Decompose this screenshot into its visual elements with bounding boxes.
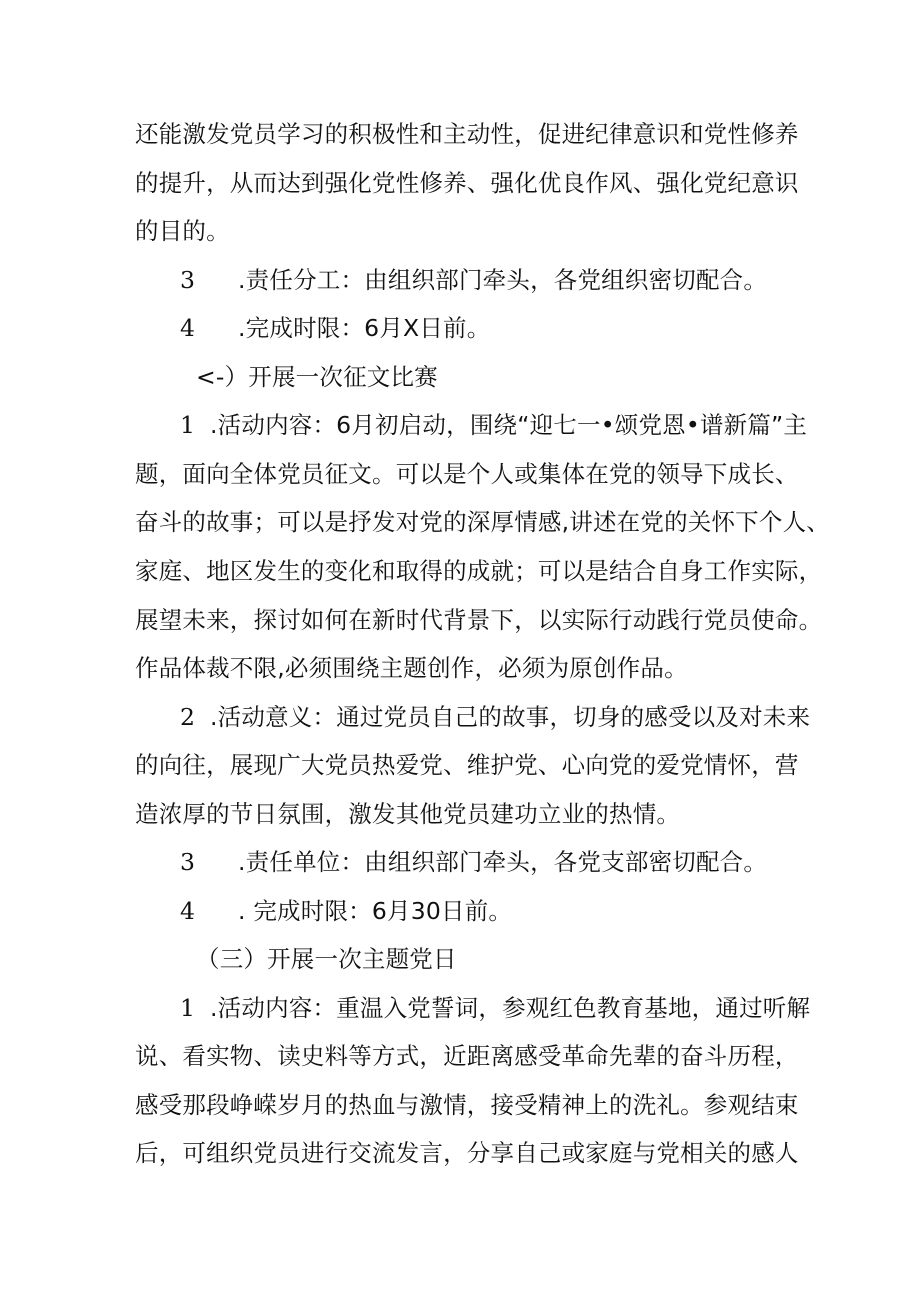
item-text: .活动内容：重温入党誓词，参观红色教育基地，通过听解 [210, 994, 811, 1022]
paragraph-line: 题，面向全体党员征文。可以是个人或集体在党的领导下成长、 [135, 460, 799, 488]
item-number: 1 [180, 411, 196, 439]
list-item [180, 265, 767, 295]
list-item [180, 410, 807, 440]
item-text: .责任单位：由组织部门牵头，各党支部密切配合。 [238, 848, 768, 876]
item-text: .完成时限：6月X日前。 [238, 314, 491, 342]
item-number: 4 [180, 897, 196, 925]
section-heading: <-）开展一次征文比赛 [196, 363, 438, 391]
list-item [180, 896, 512, 926]
list-item [180, 702, 810, 732]
item-number: 4 [180, 314, 196, 342]
item-text: .活动内容：6月初启动，围绕“迎七一•颂党恩•谱新篇”主 [210, 411, 808, 439]
paragraph-line: 展望未来，探讨如何在新时代背景下，以实际行动践行党员使命。 [135, 606, 823, 634]
item-text: . 完成时限：6月30日前。 [238, 897, 513, 925]
list-item [180, 313, 490, 343]
paragraph-line: 后，可组织党员进行交流发言，分享自己或家庭与党相关的感人 [135, 1139, 799, 1167]
item-number: 2 [180, 703, 196, 731]
item-number: 3 [180, 266, 196, 294]
paragraph-line: 感受那段峥嵘岁月的热血与激情，接受精神上的洗礼。参观结束 [135, 1091, 799, 1119]
list-item [180, 993, 810, 1023]
paragraph-line: 还能激发党员学习的积极性和主动性，促进纪律意识和党性修养 [135, 120, 799, 148]
paragraph-line: 的向往，展现广大党员热爱党、维护党、心向党的爱党情怀，营 [135, 751, 799, 779]
item-number: 1 [180, 994, 196, 1022]
paragraph-line: 家庭、地区发生的变化和取得的成就；可以是结合自身工作实际， [135, 557, 823, 585]
paragraph-line: 的提升，从而达到强化党性修养、强化优良作风、强化党纪意识 [135, 169, 799, 197]
item-number: 3 [180, 848, 196, 876]
paragraph-line: 说、看实物、读史料等方式，近距离感受革命先辈的奋斗历程， [135, 1042, 799, 1070]
paragraph-line: 造浓厚的节日氛围，激发其他党员建功立业的热情。 [135, 800, 681, 828]
section-heading: （三）开展一次主题党日 [196, 945, 457, 973]
paragraph-line: 奋斗的故事；可以是抒发对党的深厚情感,讲述在党的关怀下个人、 [135, 508, 830, 536]
paragraph-line: 的目的。 [135, 217, 230, 245]
paragraph-line: 作品体裁不限,必须围绕主题创作，必须为原创作品。 [135, 654, 688, 682]
list-item [180, 847, 767, 877]
item-text: .责任分工：由组织部门牵头，各党组织密切配合。 [238, 266, 768, 294]
item-text: .活动意义：通过党员自己的故事，切身的感受以及对未来 [210, 703, 811, 731]
